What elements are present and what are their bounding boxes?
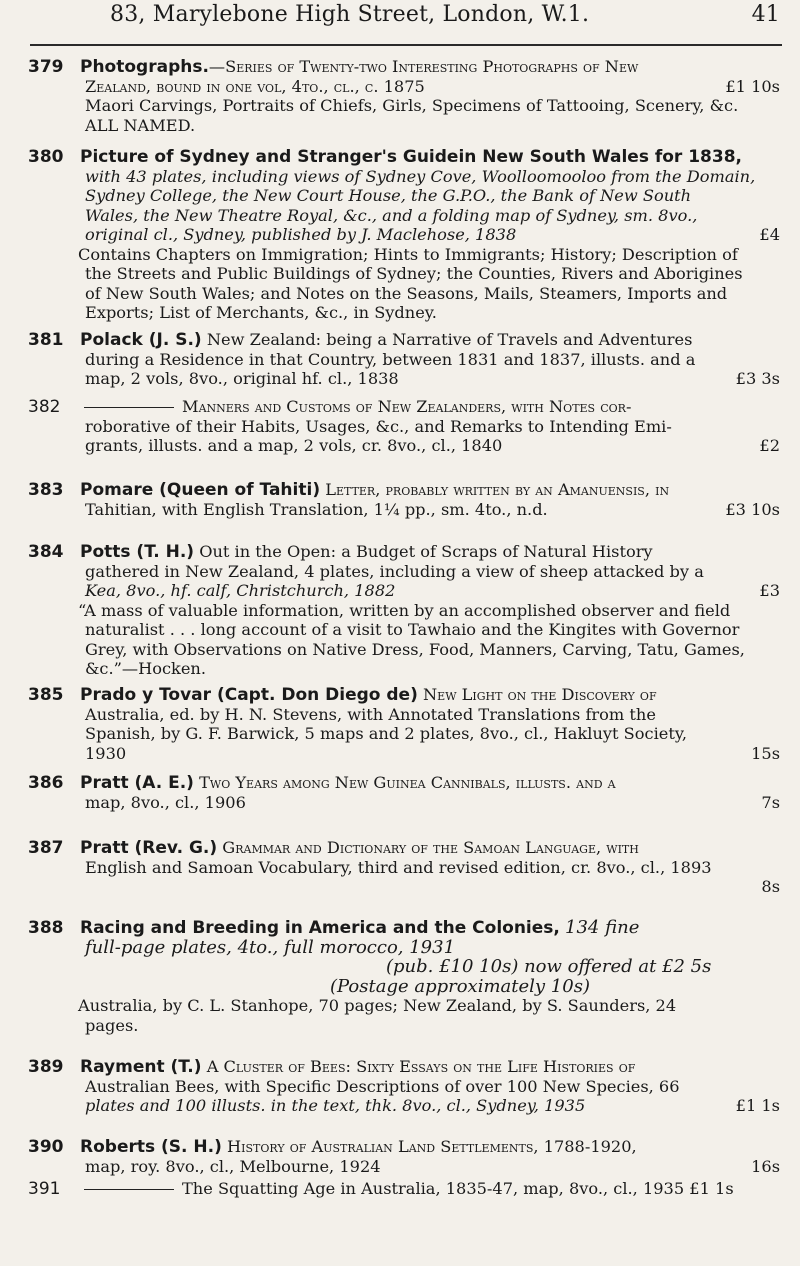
entry-price: £1 1s	[735, 1096, 780, 1115]
entry-text: full-page plates, 4to., full morocco, 1931	[85, 936, 456, 958]
entry-text: Two Years among New Guinea Cannibals, illusts. and a	[199, 773, 616, 792]
entry-text: Tahitian, with English Translation, 1¼ pp., sm. 4to., n.d.	[85, 499, 548, 519]
entry-number: 383	[28, 480, 64, 500]
entry-text: New Light on the Discovery of	[423, 685, 657, 704]
entry-price: £1 10s	[725, 76, 780, 96]
entry-price: £3	[759, 581, 780, 600]
entry-number: 381	[28, 330, 64, 350]
entry-text: with 43 plates, including views of Sydney Cove, Woolloomooloo from the Domain,	[85, 166, 756, 186]
entry-text: Grey, with Observations on Native Dress, Food, Manners, Carving, Tatu, Games,	[85, 639, 745, 659]
entry-author: Polack (J. S.)	[80, 330, 202, 350]
entry-author: Photographs.	[80, 57, 209, 77]
entry-text: English and Samoan Vocabulary, third and revised edition, cr. 8vo., cl., 1893	[85, 857, 712, 877]
entry-price: £2	[759, 436, 780, 455]
entry-price: £3 3s	[735, 369, 780, 388]
entry-text: naturalist . . . long account of a visit to Tawhaio and the Kingites with Governor	[85, 620, 740, 639]
entry-text: plates and 100 illusts. in the text, thk. 8vo., cl., Sydney, 1935	[85, 1096, 586, 1115]
page-number: 41	[751, 2, 780, 27]
entry-385	[28, 685, 780, 763]
entry-number: 380	[28, 147, 64, 167]
entry-text: &c.”—Hocken.	[85, 659, 206, 678]
entry-384	[28, 542, 780, 679]
entry-text: New Zealand: being a Narrative of Travels and Adventures	[206, 330, 693, 349]
entry-382	[28, 397, 780, 456]
entry-text: Manners and Customs of New Zealanders, with Notes cor-	[182, 397, 632, 416]
entry-388	[28, 918, 780, 1035]
entry-389	[28, 1057, 780, 1116]
entry-text: Exports; List of Merchants, &c., in Sydney.	[85, 303, 437, 322]
entry-383	[28, 480, 780, 519]
entry-text: —Series of Twenty-two Interesting Photographs of New	[208, 57, 639, 76]
entry-text: 1930	[85, 743, 127, 763]
entry-author: Picture of Sydney and Stranger's Guidein New South Wales for 1838,	[80, 147, 743, 167]
entry-price: 16s	[751, 1156, 780, 1176]
entry-text: map, 8vo., cl., 1906	[85, 792, 246, 812]
entry-author: Roberts (S. H.)	[80, 1137, 222, 1157]
entry-number: 379	[28, 57, 64, 77]
entry-price: £3 10s	[725, 499, 780, 519]
entry-text: A Cluster of Bees: Sixty Essays on the Life Histories of	[206, 1057, 636, 1076]
entry-text: Australia, ed. by H. N. Stevens, with Annotated Translations from the	[85, 704, 656, 724]
entry-text: pages.	[85, 1015, 139, 1035]
header-address: 83, Marylebone High Street, London, W.1.	[110, 2, 590, 27]
entry-author: Potts (T. H.)	[80, 542, 195, 562]
entry-number: 388	[28, 918, 64, 938]
entry-number: 387	[28, 838, 64, 858]
entry-number: 390	[28, 1137, 64, 1157]
ditto-dash	[84, 407, 174, 408]
entry-price: 8s	[761, 877, 780, 896]
entry-text: (pub. £10 10s) now offered at £2 5s	[386, 956, 712, 977]
ditto-dash	[84, 1189, 174, 1190]
header-rule	[30, 44, 782, 46]
entry-number: 385	[28, 685, 64, 705]
entry-text: map, roy. 8vo., cl., Melbourne, 1924	[85, 1156, 381, 1176]
entry-text: Out in the Open: a Budget of Scraps of Natural History	[199, 542, 653, 561]
entry-386	[28, 773, 780, 812]
entry-text: grants, illusts. and a map, 2 vols, cr. 8vo., cl., 1840	[85, 436, 503, 455]
entry-text: gathered in New Zealand, 4 plates, including a view of sheep attacked by a	[85, 561, 704, 581]
entry-number: 384	[28, 542, 64, 562]
entry-390	[28, 1137, 780, 1176]
entry-text: ALL NAMED.	[85, 115, 196, 135]
entry-author: Racing and Breeding in America and the Colonies,	[80, 918, 560, 938]
entry-text: during a Residence in that Country, between 1831 and 1837, illusts. and a	[85, 349, 696, 369]
entry-price: 7s	[761, 792, 780, 812]
entry-text: of New South Wales; and Notes on the Seasons, Mails, Steamers, Imports and	[85, 283, 728, 303]
entry-381	[28, 330, 780, 389]
entry-author: Pratt (A. E.)	[80, 773, 194, 793]
entry-number: 386	[28, 773, 64, 793]
entry-text: Maori Carvings, Portraits of Chiefs, Girls, Specimens of Tattooing, Scenery, &c.	[85, 96, 739, 115]
entry-number: 389	[28, 1057, 64, 1077]
entry-379	[28, 57, 780, 135]
entry-number: 382	[28, 397, 61, 417]
entry-text: Zealand, bound in one vol, 4to., cl., c. 1875	[85, 76, 425, 96]
entry-price: 15s	[751, 743, 780, 763]
entry-text: Wales, the New Theatre Royal, &c., and a folding map of Sydney, sm. 8vo.,	[85, 205, 698, 225]
entry-387	[28, 838, 780, 897]
entry-text: Australian Bees, with Specific Descriptions of over 100 New Species, 66	[85, 1076, 680, 1096]
entry-author: Pratt (Rev. G.)	[80, 838, 218, 858]
entry-text: Contains Chapters on Immigration; Hints to Immigrants; History; Description of	[78, 244, 738, 264]
entry-text: 134 fine	[565, 917, 640, 938]
entry-author: Prado y Tovar (Capt. Don Diego de)	[80, 685, 418, 705]
entry-text: “A mass of valuable information, written by an accomplished observer and field	[78, 600, 731, 620]
entry-price: £4	[759, 225, 780, 244]
entry-text: Kea, 8vo., hf. calf, Christchurch, 1882	[85, 581, 396, 600]
entry-text: map, 2 vols, 8vo., original hf. cl., 1838	[85, 369, 399, 388]
entry-text: Spanish, by G. F. Barwick, 5 maps and 2 plates, 8vo., cl., Hakluyt Society,	[85, 724, 687, 743]
entry-text: roborative of their Habits, Usages, &c., and Remarks to Intending Emi-	[85, 416, 672, 436]
entry-text: Sydney College, the New Court House, the G.P.O., the Bank of New South	[85, 186, 692, 205]
entry-text: original cl., Sydney, published by J. Maclehose, 1838	[85, 225, 517, 244]
entry-text: the Streets and Public Buildings of Sydney; the Counties, Rivers and Aborigines	[85, 264, 743, 283]
page-header	[110, 2, 780, 27]
entry-380	[28, 147, 780, 323]
entry-number: 391	[28, 1179, 61, 1199]
entry-391	[28, 1179, 780, 1199]
entry-text: Grammar and Dictionary of the Samoan Language, with	[222, 838, 639, 857]
entry-text: History of Australian Land Settlements, 1788-1920,	[227, 1137, 637, 1156]
entry-text: The Squatting Age in Australia, 1835-47, map, 8vo., cl., 1935 £1 1s	[182, 1179, 734, 1198]
entry-text: Letter, probably written by an Amanuensis, in	[325, 480, 670, 499]
entry-author: Pomare (Queen of Tahiti)	[80, 480, 321, 500]
entry-text: (Postage approximately 10s)	[330, 975, 590, 997]
entry-text: Australia, by C. L. Stanhope, 70 pages; New Zealand, by S. Saunders, 24	[78, 996, 677, 1015]
entry-author: Rayment (T.)	[80, 1057, 202, 1077]
